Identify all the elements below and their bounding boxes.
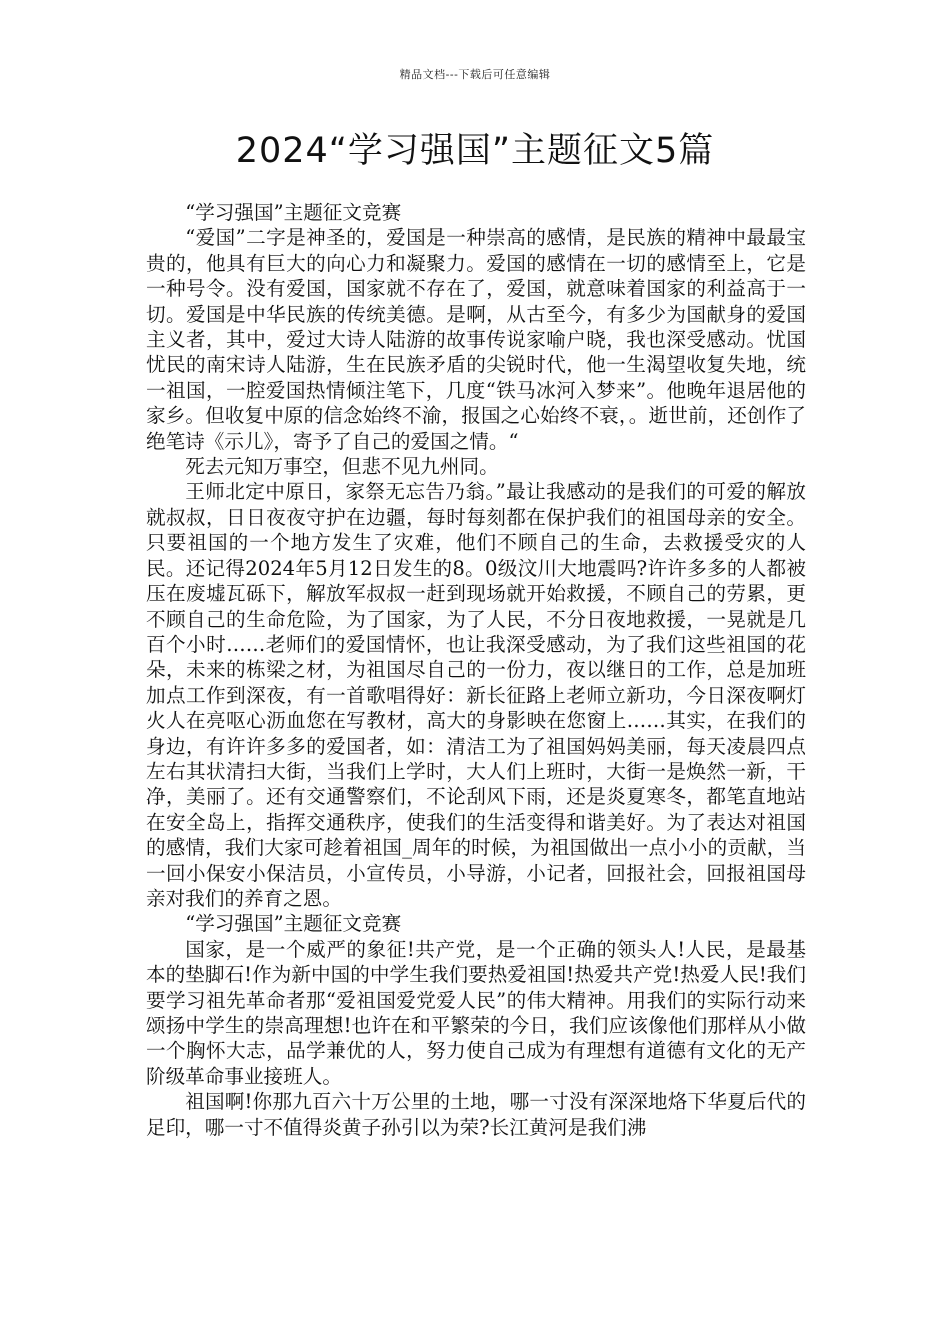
- body-paragraph: “爱国”二字是神圣的，爱国是一种崇高的感情，是民族的精神中最最宝贵的，他具有巨大的向心力和凝聚力。爱国的感情在一切的感情至上，它是一种号令。没有爱国，国家就不存在了，爱国，就意味着国家的利益高于一切。爱国是中华民族的传统美德。是啊，从古至今，有多少为国献身的爱国主义者，其中，爱过大诗人陆游的故事传说家喻户晓，我也深受感动。忧国忧民的南宋诗人陆游，生在民族矛盾的尖锐时代，他一生渴望收复失地，统一祖国，一腔爱国热情倾注笔下，几度“铁马冰河入梦来”。他晚年退居他的家乡。但收复中原的信念始终不渝，报国之心始终不衰，。逝世前，还创作了绝笔诗《示儿》，寄予了自己的爱国之情。“: [146, 226, 806, 453]
- header-note: 精品文档---下载后可任意编辑: [399, 68, 551, 81]
- document-body: [146, 200, 806, 1140]
- section-heading: “学习强国”主题征文竞赛: [185, 201, 402, 224]
- body-paragraph: 国家，是一个威严的象征!共产党，是一个正确的领头人!人民，是最基本的垫脚石!作为新中国的中学生我们要热爱祖国!热爱共产党!热爱人民!我们要学习祖先革命者那“爱祖国爱党爱人民”的伟大精神。用我们的实际行动来颂扬中学生的崇高理想!也许在和平繁荣的今日，我们应该像他们那样从小做一个胸怀大志，品学兼优的人，努力使自己成为有理想有道德有文化的无产阶级革命事业接班人。: [146, 937, 806, 1088]
- document-title: 2024“学习强国”主题征文5篇: [235, 131, 715, 171]
- section-heading: “学习强国”主题征文竞赛: [185, 912, 402, 936]
- body-paragraph: 祖国啊!你那九百六十万公里的土地，哪一寸没有深深地烙下华夏后代的足印，哪一寸不值得炎黄子孙引以为荣?长江黄河是我们沸: [146, 1090, 806, 1139]
- poem-line: 死去元知万事空，但悲不见九州同。: [185, 455, 499, 479]
- body-paragraph: 王师北定中原日，家祭无忘告乃翁。”最让我感动的是我们的可爱的解放就叔叔，日日夜夜守护在边疆，每时每刻都在保护我们的祖国母亲的安全。只要祖国的一个地方发生了灾难，他们不顾自己的生命，去救援受灾的人民。还记得2024年5月12日发生的8。0级汶川大地震吗?许许多多的人都被压在废墟瓦砾下，解放军叔叔一赶到现场就开始救援，不顾自己的劳累，更不顾自己的生命危险，为了国家，为了人民，不分日夜地救援，一晃就是几百个小时……老师们的爱国情怀，也让我深受感动，为了我们这些祖国的花朵，未来的栋梁之材，为祖国尽自己的一份力，夜以继日的工作，总是加班加点工作到深夜，有一首歌唱得好：新长征路上老师立新功，今日深夜啊灯火人在亮呕心沥血您在写教材，高大的身影映在您窗上……其实，在我们的身边，有许许多多的爱国者，如：清洁工为了祖国妈妈美丽，每天凌晨四点左右其状清扫大街，当我们上学时，大人们上班时，大街一是焕然一新，干净，美丽了。还有交通警察们，不论刮风下雨，还是炎夏寒冬，都笔直地站在安全岛上，指挥交通秩序，使我们的生活变得和谐美好。为了表达对祖国的感情，我们大家可趁着祖国_周年的时候，为祖国做出一点小小的贡献，当一回小保安小保洁员，小宣传员，小导游，小记者，回报社会，回报祖国母亲对我们的养育之恩。: [146, 480, 806, 910]
